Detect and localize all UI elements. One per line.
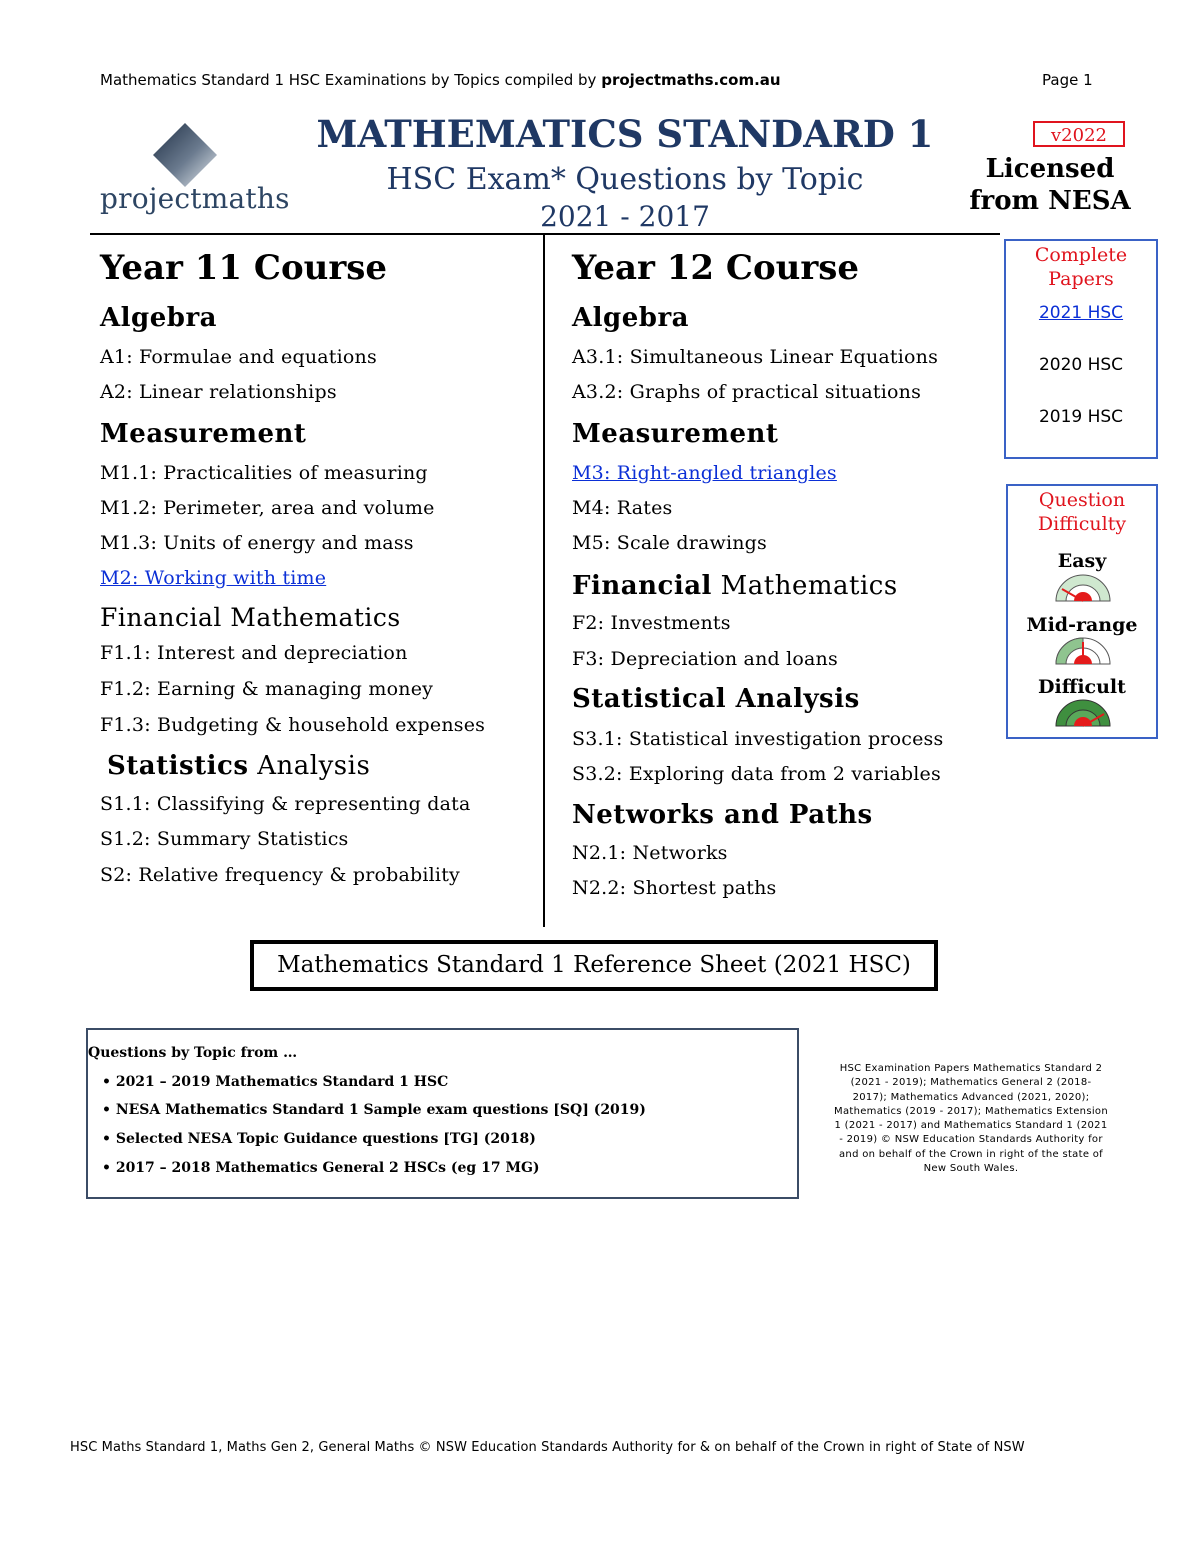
topic-a1[interactable]: A1: Formulae and equations: [100, 346, 377, 368]
financial-heading-light: Mathematics: [711, 571, 898, 601]
page-subtitle: HSC Exam* Questions by Topic: [386, 162, 864, 197]
copyright-line: HSC Examination Papers Mathematics Standard 2: [839, 1063, 1103, 1074]
year12-title: Year 12 Course: [572, 248, 860, 288]
paper-2021-link[interactable]: 2021 HSC: [1038, 303, 1124, 323]
topic-f1-2[interactable]: F1.2: Earning & managing money: [100, 678, 434, 700]
topic-m4[interactable]: M4: Rates: [572, 497, 673, 519]
topic-f1-3[interactable]: F1.3: Budgeting & household expenses: [100, 714, 486, 736]
copyright-line: Mathematics (2019 - 2017); Mathematics Extension: [834, 1105, 1108, 1117]
copyright-line: - 2019) © NSW Education Standards Authority for: [839, 1134, 1103, 1146]
copyright-line: (2021 - 2019); Mathematics General 2 (2018-: [850, 1077, 1092, 1089]
year12-algebra-heading: Algebra: [572, 303, 689, 333]
difficulty-mid-label: Mid-range: [1026, 614, 1138, 636]
topic-n2-1[interactable]: N2.1: Networks: [572, 842, 728, 864]
question-difficulty-panel: [1006, 484, 1158, 739]
mid-range-gauge-icon: [1054, 636, 1112, 666]
licensed-line-1: Licensed: [985, 154, 1115, 184]
topic-f3[interactable]: F3: Depreciation and loans: [572, 648, 838, 670]
difficulty-easy-label: Easy: [1057, 550, 1107, 572]
copyright-line: 1 (2021 - 2017) and Mathematics Standard 1 (2021: [834, 1120, 1108, 1132]
complete-papers-heading-line-2: Papers: [1048, 268, 1114, 290]
copyright-line: New South Wales.: [923, 1163, 1019, 1175]
topic-m1-2[interactable]: M1.2: Perimeter, area and volume: [100, 497, 435, 519]
year-range: 2021 - 2017: [540, 200, 710, 233]
topic-a3-1[interactable]: A3.1: Simultaneous Linear Equations: [572, 346, 939, 368]
year12-financial-heading: [572, 571, 898, 601]
version-badge: v2022: [1033, 121, 1125, 147]
difficult-gauge-icon: [1054, 698, 1112, 728]
questions-source-item-text: 2021 – 2019 Mathematics Standard 1 HSC: [115, 1074, 449, 1090]
questions-source-item-text: NESA Mathematics Standard 1 Sample exam questions [SQ] (2019): [115, 1102, 646, 1118]
topic-m1-3[interactable]: M1.3: Units of energy and mass: [100, 532, 414, 554]
year11-title: Year 11 Course: [100, 248, 388, 288]
topic-s1-1[interactable]: S1.1: Classifying & representing data: [100, 793, 471, 815]
running-header: [100, 71, 781, 89]
reference-sheet-button[interactable]: Mathematics Standard 1 Reference Sheet (2021 HSC): [250, 940, 938, 991]
complete-papers-panel: [1004, 239, 1158, 459]
year11-measurement-heading: Measurement: [100, 419, 307, 449]
projectmaths-logo-icon: [150, 120, 220, 190]
year11-statistics-heading: [107, 751, 370, 781]
paper-2020-link[interactable]: 2020 HSC: [1038, 355, 1124, 375]
topic-m3-link[interactable]: M3: Right-angled triangles: [572, 462, 837, 484]
topic-s1-2[interactable]: S1.2: Summary Statistics: [100, 828, 349, 850]
copyright-notice: [812, 1062, 1130, 1176]
topic-n2-2[interactable]: N2.2: Shortest paths: [572, 877, 777, 899]
financial-heading-bold: Financial: [572, 571, 712, 601]
complete-papers-heading: [1006, 243, 1156, 291]
year12-networks-heading: Networks and Paths: [572, 800, 873, 830]
licensed-line-2: from NESA: [969, 186, 1131, 216]
difficulty-heading-line-1: Question: [1038, 489, 1126, 511]
topic-m1-1[interactable]: M1.1: Practicalities of measuring: [100, 462, 428, 484]
questions-source-item: • Selected NESA Topic Guidance questions [TG] (2018): [102, 1131, 536, 1147]
topic-s3-2[interactable]: S3.2: Exploring data from 2 variables: [572, 763, 941, 785]
copyright-line: 2017); Mathematics Advanced (2021, 2020);: [852, 1091, 1090, 1103]
topic-f1-1[interactable]: F1.1: Interest and depreciation: [100, 642, 408, 664]
page-number: Page 1: [1042, 71, 1093, 89]
questions-source-item: • 2017 – 2018 Mathematics General 2 HSCs (eg 17 MG): [102, 1160, 540, 1176]
difficulty-difficult-label: Difficult: [1038, 676, 1126, 698]
year12-measurement-heading: Measurement: [572, 419, 779, 449]
page-title: MATHEMATICS STANDARD 1: [316, 112, 934, 156]
questions-source-item: • NESA Mathematics Standard 1 Sample exam questions [SQ] (2019): [102, 1102, 646, 1118]
page-footer: HSC Maths Standard 1, Maths Gen 2, General Maths © NSW Education Standards Authority for & on behalf of the Crown in right of State of NSW: [70, 1440, 1025, 1455]
topic-s2[interactable]: S2: Relative frequency & probability: [100, 864, 460, 886]
year11-financial-heading: Financial Mathematics: [100, 603, 401, 632]
copyright-line: and on behalf of the Crown in right of the state of: [839, 1148, 1103, 1160]
column-divider: [543, 235, 545, 927]
difficulty-heading-line-2: Difficulty: [1037, 513, 1127, 535]
running-header-text: Mathematics Standard 1 HSC Examinations by Topics compiled by: [100, 71, 602, 89]
easy-gauge-icon: [1054, 573, 1112, 603]
site-name[interactable]: projectmaths.com.au: [601, 71, 781, 89]
topic-a2[interactable]: A2: Linear relationships: [100, 381, 337, 403]
complete-papers-heading-line-1: Complete: [1034, 244, 1128, 266]
questions-source-item-text: Selected NESA Topic Guidance questions [TG] (2018): [115, 1131, 536, 1147]
year11-algebra-heading: Algebra: [100, 303, 217, 333]
questions-source-item: • 2021 – 2019 Mathematics Standard 1 HSC: [102, 1074, 449, 1090]
year12-statistics-heading: Statistical Analysis: [572, 684, 860, 714]
licensed-notice: [960, 153, 1140, 217]
topic-a3-2[interactable]: A3.2: Graphs of practical situations: [572, 381, 922, 403]
topic-f2[interactable]: F2: Investments: [572, 612, 731, 634]
paper-2019-link[interactable]: 2019 HSC: [1038, 407, 1124, 427]
topic-m5[interactable]: M5: Scale drawings: [572, 532, 767, 554]
questions-source-item-text: 2017 – 2018 Mathematics General 2 HSCs (eg 17 MG): [115, 1160, 540, 1176]
topic-s3-1[interactable]: S3.1: Statistical investigation process: [572, 728, 944, 750]
header-divider: [90, 233, 1000, 235]
statistics-heading-bold: Statistics: [107, 751, 249, 781]
questions-source-heading: Questions by Topic from …: [88, 1045, 298, 1061]
statistics-heading-light: Analysis: [248, 751, 371, 781]
difficulty-heading: [1008, 488, 1156, 536]
logo-text: projectmaths: [100, 182, 290, 215]
topic-m2-link[interactable]: M2: Working with time: [100, 567, 327, 589]
